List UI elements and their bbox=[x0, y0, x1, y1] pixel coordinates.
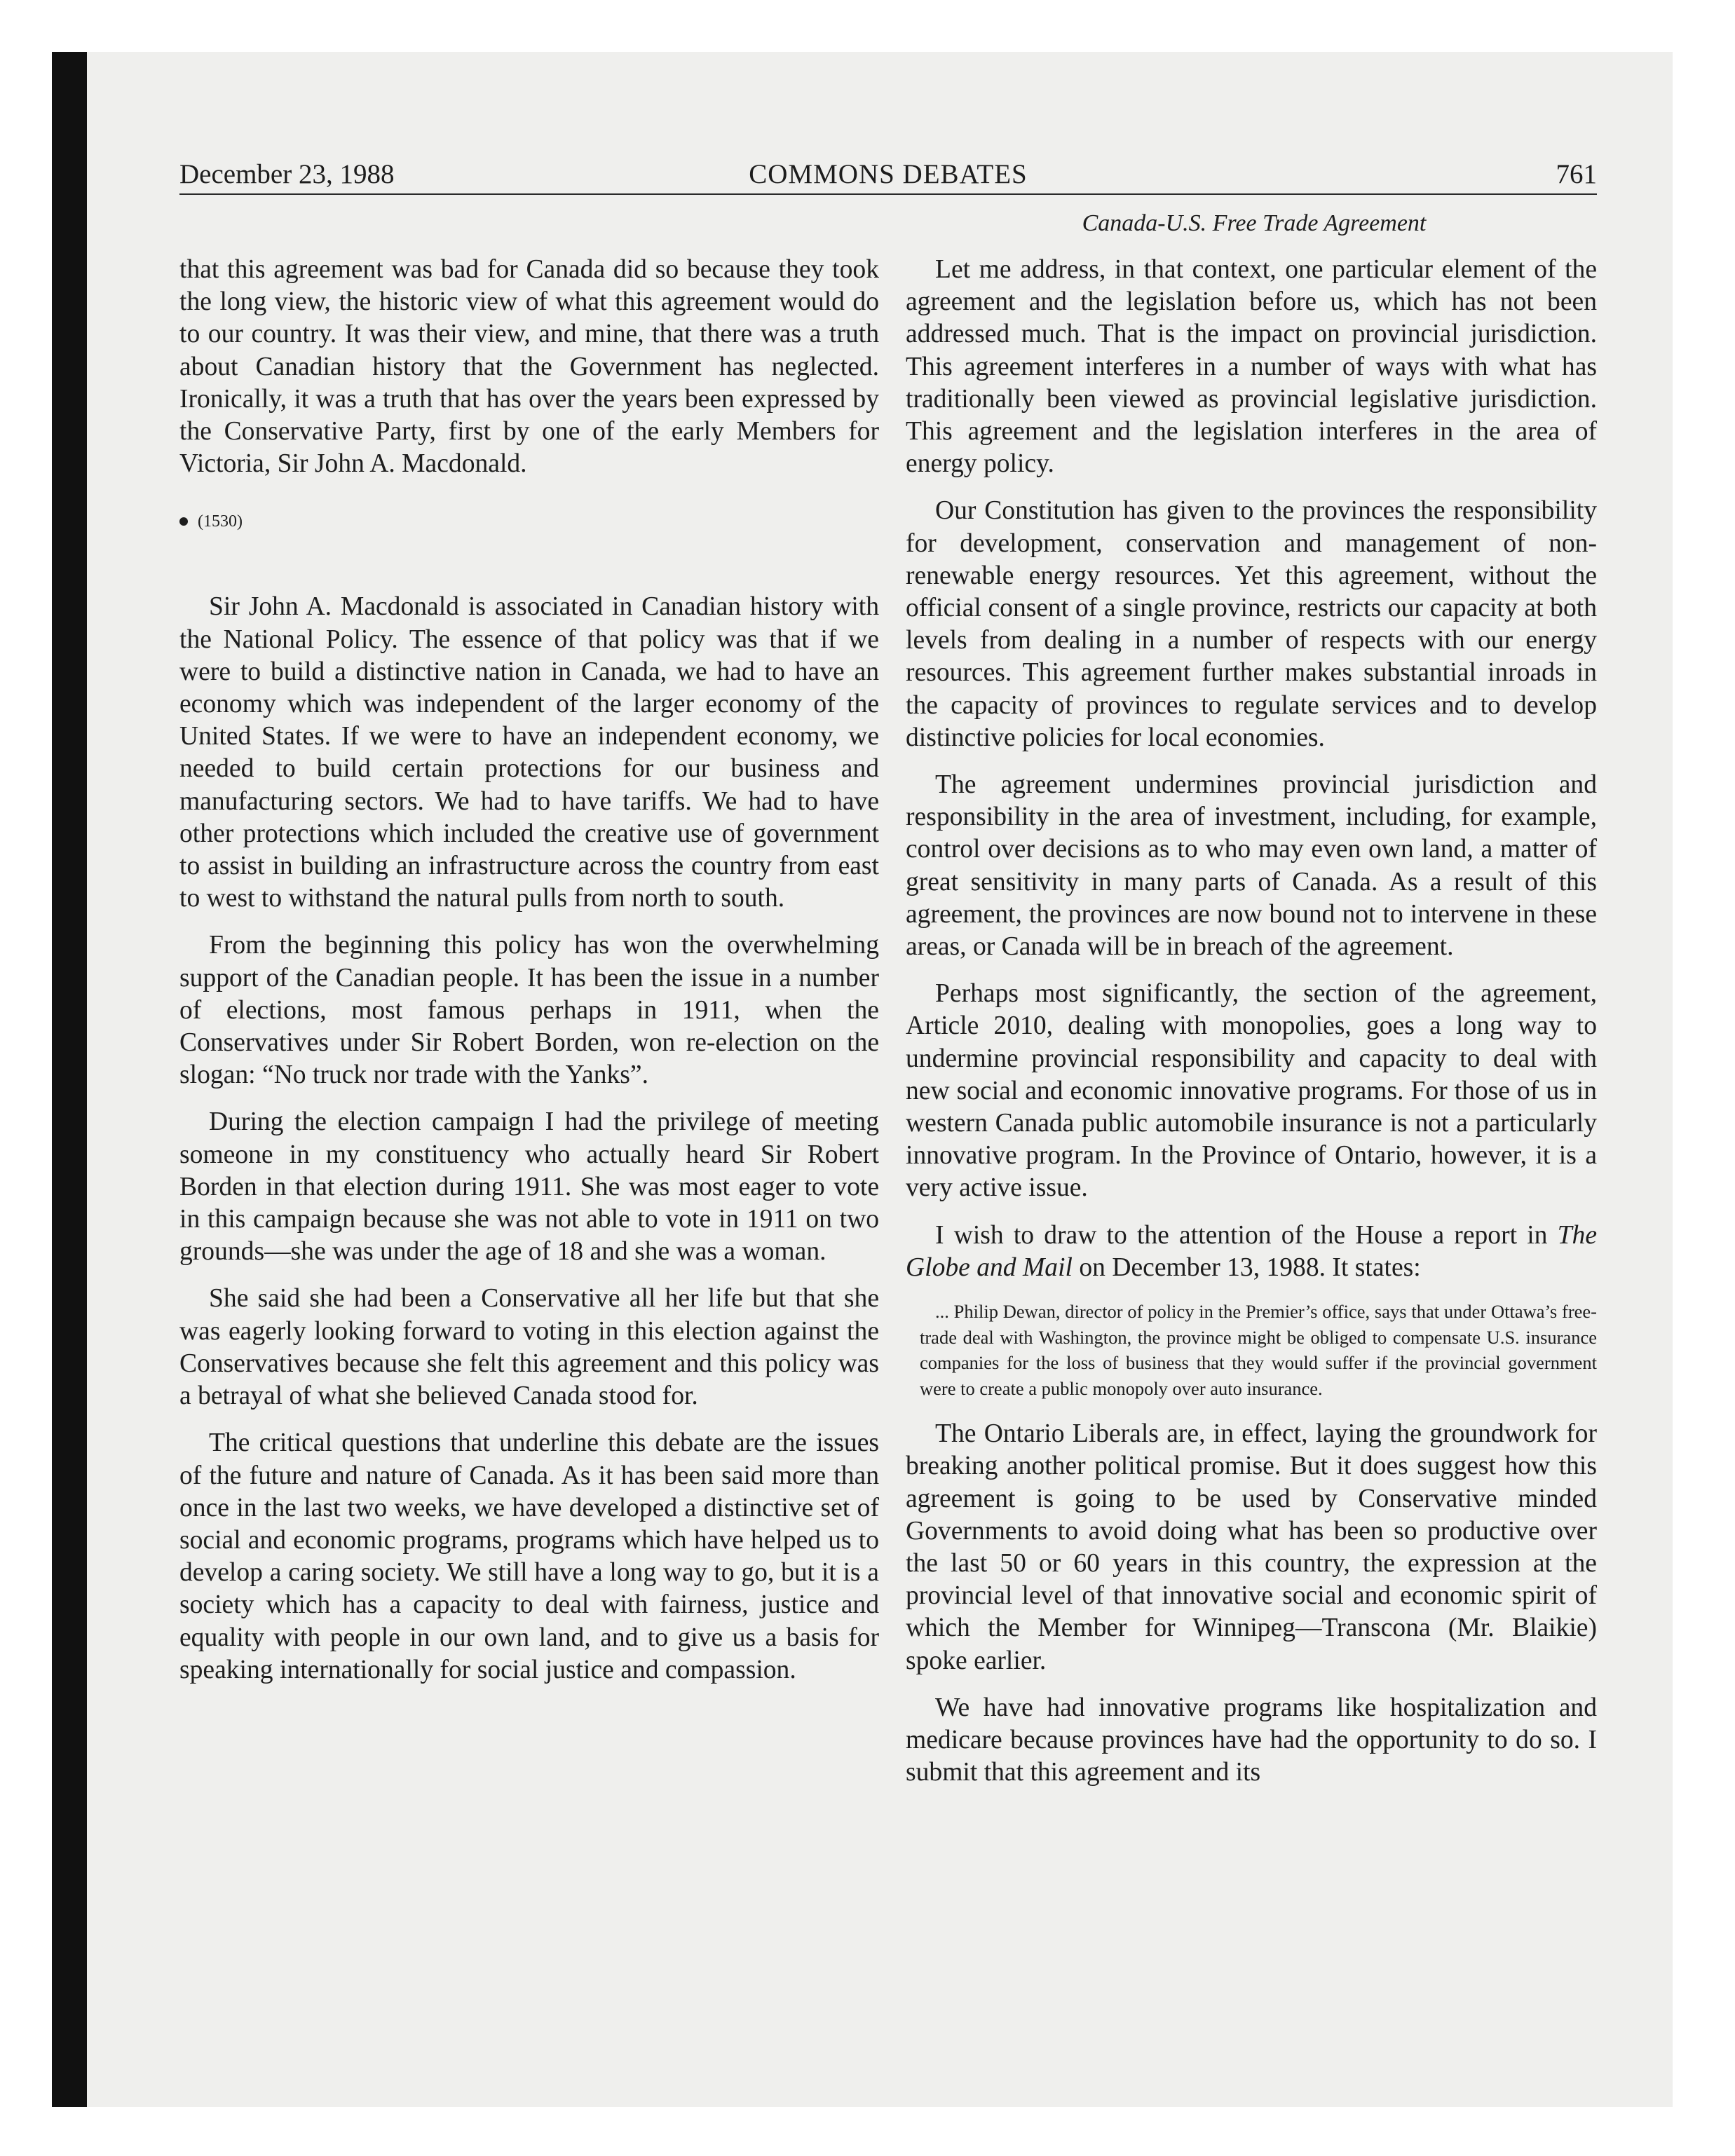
header-journal-title: COMMONS DEBATES bbox=[749, 159, 1028, 189]
right-column bbox=[906, 254, 1597, 1803]
header-page-number: 761 bbox=[1556, 159, 1597, 189]
scan-binding-edge bbox=[52, 52, 87, 2107]
left-paragraph-5: She said she had been a Conservative all her life but that she was eagerly looking forward to voting in this election against the Conservatives because she felt this agreement and this policy was a betrayal of what she believed Canada stood for. bbox=[179, 1284, 879, 1411]
block-quote: ... Philip Dewan, director of policy in the Premier’s office, says that under Ottawa’s free-trade deal with Washington, the province might be obliged to compensate U.S. insurance companies for the loss of business that they would suffer if the provincial government were to create a public monopoly over auto insurance. bbox=[920, 1301, 1597, 1399]
right-paragraph-3: The agreement undermines provincial jurisdiction and responsibility in the area of investment, including, for example, control over decisions as to who may even own land, a matter of great sensitivity in many parts of Canada. As a result of this agreement, the provinces are now bound not to intervene in these areas, or Canada will be in breach of the agreement. bbox=[906, 770, 1597, 962]
left-paragraph-1: that this agreement was bad for Canada did so because they took the long view, the historic view of what this agreement would do to our country. It was their view, and mine, that there was a truth about Canadian history that the Government has neglected. Ironically, it was a truth that has over the years been expressed by the Conservative Party, first by one of the early Members for Victoria, Sir John A. Macdonald. bbox=[179, 255, 879, 479]
left-column bbox=[179, 254, 879, 1701]
left-paragraph-6: The critical questions that underline this debate are the issues of the future and nature of Canada. As it has been said more than once in the last two weeks, we have developed a distinctive set of social and economic programs, programs which have helped us to develop a caring society. We still have a long way to go, but it is a society which has a capacity to deal with fairness, justice and equality with people in our own land, and to give us a basis for speaking internationally for social justice and compassion. bbox=[179, 1428, 879, 1684]
right-paragraph-5-tail: on December 13, 1988. It states: bbox=[1072, 1253, 1421, 1282]
header-date: December 23, 1988 bbox=[179, 159, 395, 189]
time-marker bbox=[179, 511, 879, 532]
right-paragraph-5-lead: I wish to draw to the attention of the House a report in bbox=[935, 1220, 1558, 1250]
section-subhead: Canada-U.S. Free Trade Agreement bbox=[1082, 210, 1427, 236]
page-header bbox=[179, 156, 1597, 195]
time-marker-label: (1530) bbox=[198, 512, 243, 531]
right-paragraph-6: The Ontario Liberals are, in effect, laying the groundwork for breaking another political promise. But it does suggest how this agreement is going to be used by Conservative minded Governments to avoid doing what has been so productive over the last 50 or 60 years in this country, the expression at the provincial level of that innovative social and economic spirit of which the Member for Winnipeg—Transcona (Mr. Blaikie) spoke earlier. bbox=[906, 1419, 1597, 1675]
right-paragraph-4: Perhaps most significantly, the section of the agreement, Article 2010, dealing with monopolies, goes a long way to undermine provincial responsibility and capacity to deal with new social and economic innovative programs. For those of us in western Canada public automobile insurance is not a particularly innovative program. In the Province of Ontario, however, it is a very active issue. bbox=[906, 979, 1597, 1203]
left-paragraph-4: During the election campaign I had the privilege of meeting someone in my constituency who actually heard Sir Robert Borden in that election during 1911. She was most eager to vote in this campaign because she was not able to vote in 1911 on two grounds—she was under the age of 18 and she was a woman. bbox=[179, 1107, 879, 1267]
right-paragraph-7: We have had innovative programs like hospitalization and medicare because provinces have had the opportunity to do so. I submit that this agreement and its bbox=[906, 1693, 1597, 1787]
bullet-icon bbox=[179, 517, 188, 526]
right-paragraph-1: Let me address, in that context, one particular element of the agreement and the legislation before us, which has not been addressed much. That is the impact on provincial jurisdiction. This agreement interferes in a number of ways with what has traditionally been viewed as provincial legislative jurisdiction. This agreement and the legislation interferes in the area of energy policy. bbox=[906, 255, 1597, 479]
left-paragraph-3: From the beginning this policy has won the overwhelming support of the Canadian people. It has been the issue in a number of elections, most famous perhaps in 1911, when the Conservatives under Sir Robert Borden, won re-election on the slogan: “No truck nor trade with the Yanks”. bbox=[179, 931, 879, 1090]
newspaper-title: The Globe and Mail bbox=[906, 1220, 1597, 1282]
right-paragraph-5 bbox=[906, 1220, 1597, 1284]
right-paragraph-2: Our Constitution has given to the provinces the responsibility for development, conservation and management of non-renewable energy resources. Yet this agreement, without the official consent of a single province, restricts our capacity at both levels from dealing in a number of respects with our energy resources. This agreement further makes substantial inroads in the capacity of provinces to regulate services and to develop distinctive policies for local economies. bbox=[906, 496, 1597, 752]
left-paragraph-2: Sir John A. Macdonald is associated in Canadian history with the National Policy. The essence of that policy was that if we were to build a distinctive nation in Canada, we had to have an economy which was independent of the larger economy of the United States. If we were to have an independent economy, we needed to build certain protections for our business and manufacturing sectors. We had to have tariffs. We had to have other protections which included the creative use of government to assist in building an infrastructure across the country from east to west to withstand the natural pulls from north to south. bbox=[179, 592, 879, 913]
